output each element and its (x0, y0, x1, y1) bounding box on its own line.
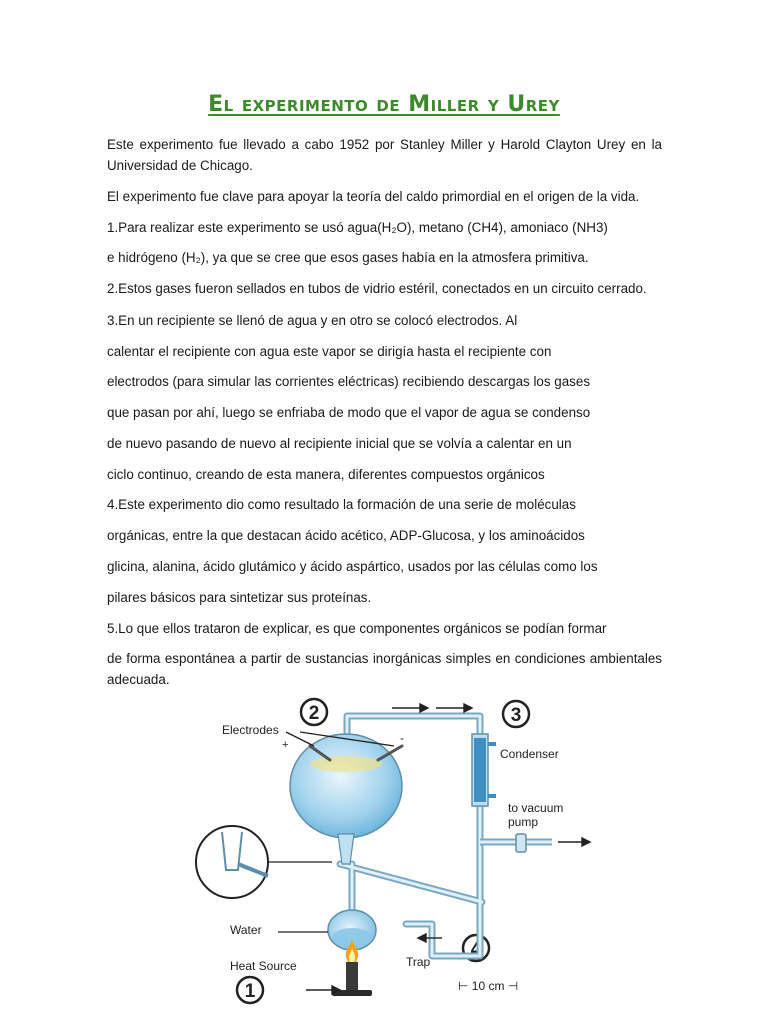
label-trap: Trap (406, 955, 431, 969)
paragraph-line: e hidrógeno (H₂), ya que se cree que esos gases había en la atmosfera primitiva. (107, 250, 589, 265)
paragraph-line: electrodos (para simular las corrientes eléctricas) recibiendo descargas los gases (107, 374, 591, 389)
paragraph-line: orgánicas, entre la que destacan ácido acético, ADP-Glucosa, y los aminoácidos (107, 528, 585, 543)
miller-urey-apparatus-diagram (182, 694, 592, 1012)
paragraph-line: glicina, alanina, ácido glutámico y ácido aspártico, usados por las células como los (107, 559, 598, 574)
detail-inset (196, 826, 332, 898)
paragraph-line: que pasan por ahí, luego se enfriaba de modo que el vapor de agua se condenso (107, 405, 591, 420)
badge-label: 2 (308, 703, 320, 724)
badge-label: 4 (470, 939, 482, 960)
paragraph-line: pilares básicos para sintetizar sus proteínas. (107, 590, 372, 605)
label-water: Water (230, 923, 262, 937)
paragraph-line: 3.En un recipiente se llenó de agua y en otro se colocó electrodos. Al (107, 313, 518, 328)
label-condenser: Condenser (500, 747, 559, 761)
paragraph-line: de nuevo pasando de nuevo al recipiente inicial que se volvía a calentar en un (107, 436, 572, 451)
number-badge-3 (503, 701, 529, 727)
paragraph-line: calentar el recipiente con agua este vapor se dirigía hasta el recipiente con (107, 344, 552, 359)
paragraph-line: 5.Lo que ellos trataron de explicar, es que componentes orgánicos se podían formar (107, 621, 607, 636)
badge-label: 3 (510, 705, 522, 726)
paragraph-theory: El experimento fue clave para apoyar la teoría del caldo primordial en el origen de la vida. (107, 189, 640, 204)
paragraph-line: 1.Para realizar este experimento se usó agua(H₂O), metano (CH4), amoniaco (NH3) (107, 220, 608, 235)
label-scale: ⊢ 10 cm ⊣ (458, 979, 519, 993)
paragraph-line: ciclo continuo, creando de esta manera, diferentes compuestos orgánicos (107, 467, 545, 482)
label-plus: + (282, 739, 289, 751)
paragraph-intro: Este experimento fue llevado a cabo 1952 por Stanley Miller y Harold Clayton Urey en la Universidad de Chicago. (107, 137, 662, 173)
condenser (472, 734, 496, 806)
paragraph-line: 2.Estos gases fueron sellados en tubos de vidrio estéril, conectados en un circuito cerrado. (107, 281, 647, 296)
number-badge-1 (237, 977, 263, 1003)
water-flask (278, 910, 376, 950)
vacuum-outlet (480, 834, 552, 852)
paragraph-conclusion: de forma espontánea a partir de sustancias inorgánicas simples en condiciones ambientales adecuada. (107, 651, 662, 687)
electrode-flask (290, 734, 402, 864)
label-heat-source: Heat Source (230, 959, 297, 973)
badge-label: 1 (244, 981, 256, 1002)
number-badge-2 (301, 699, 327, 725)
page-title: El experimento de Miller y Urey (208, 92, 560, 117)
label-vacuum-line2: pump (508, 815, 539, 829)
label-minus: - (400, 731, 404, 745)
paragraph-line: 4.Este experimento dio como resultado la formación de una serie de moléculas (107, 497, 576, 512)
label-vacuum-line1: to vacuum (508, 801, 564, 815)
heat-source-burner (332, 940, 372, 996)
label-electrodes: Electrodes (222, 723, 279, 737)
